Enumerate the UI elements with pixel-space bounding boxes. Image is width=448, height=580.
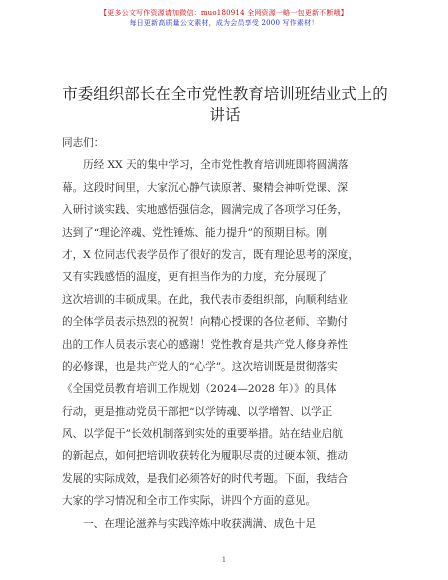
body-line: 的必修课，也是共产党人的“心学”。这次培训既是贯彻落实: [62, 360, 338, 373]
body-line: 入研讨谈实践、实地感悟强信念，圆满完成了各项学习任务，: [62, 204, 349, 217]
body-line: 风、以学促干”长效机制落到实处的重要举措。站在结业启航: [62, 428, 343, 441]
body-line: 行动，更是推动党员干部把“以学铸魂、以学增智、以学正: [62, 405, 333, 418]
body-line: 出的工作人员表示衷心的感谢！党性教育是共产党人修身养性: [62, 338, 349, 351]
body-line: 的新起点，如何把培训收获转化为履职尽责的过硬本领、推动: [62, 450, 349, 463]
document-body: [62, 132, 388, 535]
page-number: 1: [221, 556, 227, 564]
section-heading: 一、在理论滋养与实践淬炼中收获满满、成色十足: [83, 517, 317, 530]
body-line: 达到了“理论淬魂、党性锤炼、能力提升”的预期目标。刚: [62, 226, 328, 239]
body-line: 才，X 位同志代表学员作了很好的发言，既有理论思考的深度，: [62, 248, 359, 261]
body-line: 这次培训的丰硕成果。在此，我代表市委组织部，向顺利结业: [62, 293, 349, 306]
body-line: 幕。这段时间里，大家沉心静气读原著、聚精会神听党课、深: [62, 181, 349, 194]
body-line: 发展的实际成效，是我们必须答好的时代考题。下面，我结合: [62, 472, 349, 485]
body-line: 历经 XX 天的集中学习，全市党性教育培训班即将圆满落: [83, 159, 349, 172]
body-line: 大家的学习情况和全市工作实际，讲四个方面的意见。: [62, 495, 317, 508]
promo-banner: [0, 8, 448, 28]
body-line: 又有实践感悟的温度，更有担当作为的力度，充分展现了: [62, 271, 327, 284]
promo-banner-line-1: 【更多公文写作资源请加微信：muo180914 全网资源一略一包更新不断哦】: [100, 9, 348, 17]
salutation: 同志们：: [62, 137, 105, 149]
promo-banner-line-2: 每日更新高质量公文素材，成为会员享受 2000 写作素材！: [129, 19, 319, 27]
document-title: 市委组织部长在全市党性教育培训班结业式上的讲话: [62, 85, 388, 124]
body-line: 的全体学员表示热烈的祝贺！向精心授课的各位老师、辛勤付: [62, 316, 349, 329]
body-line: 《全国党员教育培训工作规划（2024—2028 年）》的具体: [62, 383, 337, 396]
